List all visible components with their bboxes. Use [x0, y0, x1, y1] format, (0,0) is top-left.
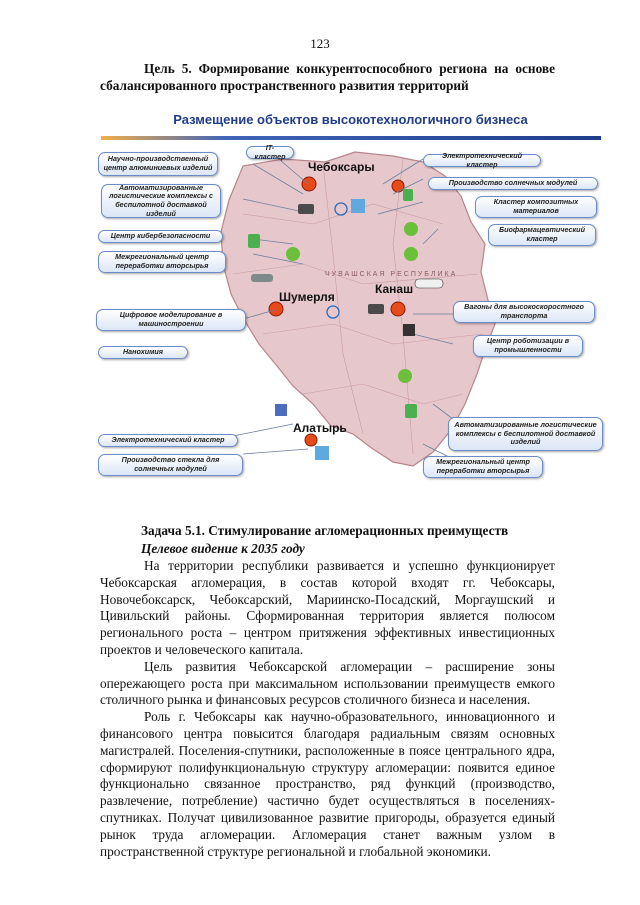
label-digital-modeling: Цифровое моделирование в машиностроении — [96, 309, 246, 331]
label-nanochem: Нанохимия — [98, 346, 188, 359]
paragraph: На территории республики развивается и успешно функционирует Чебоксарская агломерация, в состав которой входят гг. Чебоксары, Новочебоксарск, Чебоксарский, Мариинско-Посадский, Моргаушский и Цивильский районы. Сформированная территория является полюсом регионального роста – центром притяжения эффективных инвестиционных проектов и человеческого капитала. — [100, 558, 555, 657]
label-aluminum: Научно-производственный центр алюминиевых изделий — [98, 152, 218, 176]
chip-icon — [368, 304, 384, 314]
paragraph: Цель развития Чебоксарской агломерации – расширение зоны опережающего роста при максимальном использовании преимуществ емкого столичного рынка и финансовых ресурсов столичного бизнеса и населения. — [100, 658, 555, 708]
page-number: 123 — [310, 36, 330, 51]
paragraph: Роль г. Чебоксары как научно-образовательного, инновационного и финансового центра повысится благодаря радиальным связям основных магистралей. Поселения-спутники, расположенные в поясе центрального ядра, сформируют полифункциональную структуру агломерации: появится единое функционально связанное пространство, ряд функций (производство, развлечение, потребление) частично будет осуществляться в поселениях-спутниках. Получат цивилизованное развитие пригороды, образуется единый рынок труда агломерации. Агломерация станет важным узлом в пространственной структуре региональной и глобальной экономики. — [100, 709, 555, 859]
shumerlya-marker — [269, 302, 283, 316]
label-cyber: Центр кибербезопасности — [98, 230, 223, 243]
label-composite: Кластер композитных материалов — [475, 196, 597, 218]
marker — [392, 180, 404, 192]
region-name-label: ЧУВАШСКАЯ РЕСПУБЛИКА — [325, 271, 458, 278]
vision-subtitle: Целевое видение к 2035 году — [141, 541, 305, 556]
label-auto-logistics-bottom: Автоматизированные логистические комплексы с беспилотной доставкой изделий — [448, 417, 603, 451]
label-robotics: Центр роботизации в промышленности — [473, 335, 583, 357]
city-cheboksary: Чебоксары — [308, 160, 375, 174]
figure-title: Размещение объектов высокотехнологичного бизнеса — [173, 112, 528, 127]
label-it-cluster: IT-кластер — [246, 146, 294, 159]
label-auto-logistics-top: Автоматизированные логистические комплексы с беспилотной доставкой изделий — [101, 184, 221, 218]
label-recycling-top: Межрегиональный центр переработки вторсырья — [98, 251, 226, 273]
label-wagons: Вагоны для высокоскоростного транспорта — [453, 301, 595, 323]
leaf-icon — [398, 369, 412, 383]
label-recycling-bottom: Межрегиональный центр переработки вторсырья — [423, 456, 543, 478]
label-biopharma: Биофармацевтический кластер — [488, 224, 596, 246]
leaf-icon — [404, 247, 418, 261]
chip-icon — [298, 204, 314, 214]
label-electro-bottom: Электротехнический кластер — [98, 434, 238, 447]
label-solar-modules: Производство солнечных модулей — [428, 177, 598, 190]
solar-panel-icon — [315, 446, 329, 460]
task-title: Задача 5.1. Стимулирование агломерационных преимуществ — [141, 523, 509, 538]
title-underline — [101, 136, 601, 140]
city-kanash: Канаш — [375, 282, 414, 296]
tank-icon — [251, 274, 273, 282]
recycle-bin-icon — [405, 404, 417, 418]
solar-panel-icon — [351, 199, 365, 213]
electro-icon — [275, 404, 287, 416]
train-icon — [415, 279, 443, 288]
cheboksary-marker — [302, 177, 316, 191]
kanash-marker — [391, 302, 405, 316]
goal-title: Цель 5. Формирование конкурентоспособного региона на основе сбалансированного пространственного развития территорий — [100, 61, 555, 93]
label-electro-top: Электротехнический кластер — [423, 154, 541, 167]
recycle-bin-icon — [403, 189, 413, 201]
city-alatyr: Алатырь — [293, 421, 347, 435]
leaf-icon — [286, 247, 300, 261]
label-glass: Производство стекла для солнечных модулей — [98, 454, 243, 476]
robot-arm-icon — [403, 324, 415, 336]
alatyr-marker — [305, 434, 317, 446]
body-text — [100, 558, 555, 860]
city-shumerlya: Шумерля — [279, 290, 335, 304]
recycle-bin-icon — [248, 234, 260, 248]
leaf-icon — [404, 222, 418, 236]
map-figure — [93, 104, 608, 496]
